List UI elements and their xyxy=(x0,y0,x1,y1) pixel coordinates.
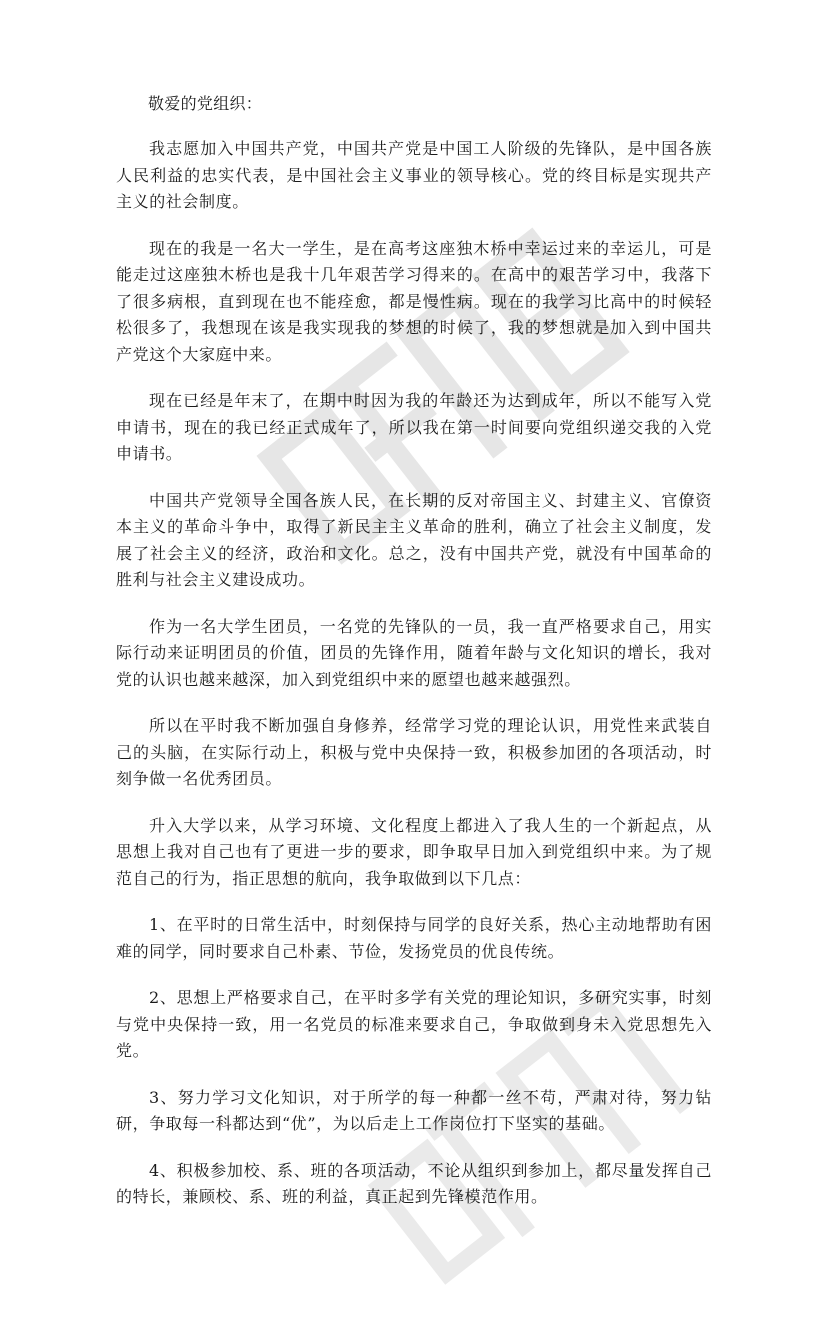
paragraph: 所以在平时我不断加强自身修养，经常学习党的理论认识，用党性来武装自己的头脑，在实际行动上，积极与党中央保持一致，积极参加团的各项活动，时刻争做一名优秀团员。 xyxy=(116,716,712,788)
paragraph: 现在已经是年末了，在期中时因为我的年龄还为达到成年，所以不能写入党申请书，现在的我已经正式成年了，所以我在第一时间要向党组织递交我的入党申请书。 xyxy=(116,391,712,463)
list-item-2: 2、思想上严格要求自己，在平时多学有关党的理论知识，多研究实事，时刻与党中央保持一致，用一名党员的标准来要求自己，争取做到身未入党思想先入党。 xyxy=(116,988,712,1060)
list-item-1: 1、在平时的日常生活中，时刻保持与同学的良好关系，热心主动地帮助有困难的同学，同时要求自己朴素、节俭，发扬党员的优良传统。 xyxy=(116,915,712,961)
paragraph: 作为一名大学生团员，一名党的先锋队的一员，我一直严格要求自己，用实际行动来证明团员的价值，团员的先锋作用，随着年龄与文化知识的增长，我对党的认识也越来越深，加入到党组织中来的愿望也越来越强烈。 xyxy=(116,616,712,689)
paragraph: 我志愿加入中国共产党，中国共产党是中国工人阶级的先锋队，是中国各族人民利益的忠实代表，是中国社会主义事业的领导核心。党的终目标是实现共产主义的社会制度。 xyxy=(116,139,712,211)
list-item-3: 3、努力学习文化知识，对于所学的每一种都一丝不苟，严肃对待，努力钻研，争取每一科都达到“优”，为以后走上工作岗位打下坚实的基础。 xyxy=(116,1087,712,1133)
letter-body xyxy=(116,92,712,1231)
salutation: 敬爱的党组织： xyxy=(148,94,263,113)
paragraph: 现在的我是一名大一学生，是在高考这座独木桥中幸运过来的幸运儿，可是能走过这座独木桥也是我十几年艰苦学习得来的。在高中的艰苦学习中，我落下了很多病根，直到现在也不能痊愈，都是慢性病。现在的我学习比高中的时候轻松很多了，我想现在该是我实现我的梦想的时候了，我的梦想就是加入到中国共产党这个大家庭中来。 xyxy=(116,238,712,364)
paragraph: 中国共产党领导全国各族人民，在长期的反对帝国主义、封建主义、官僚资本主义的革命斗争中，取得了新民主主义革命的胜利，确立了社会主义制度，发展了社会主义的经济，政治和文化。总之，没有中国共产党，就没有中国革命的胜利与社会主义建设成功。 xyxy=(116,490,712,589)
paragraph: 升入大学以来，从学习环境、文化程度上都进入了我人生的一个新起点，从思想上我对自己也有了更进一步的要求，即争取早日加入到党组织中来。为了规范自己的行为，指正思想的航向，我争取做到以下几点： xyxy=(116,815,712,888)
list-item-4: 4、积极参加校、系、班的各项活动，不论从组织到参加上，都尽量发挥自己的特长，兼顾校、系、班的利益，真正起到先锋模范作用。 xyxy=(116,1160,712,1206)
